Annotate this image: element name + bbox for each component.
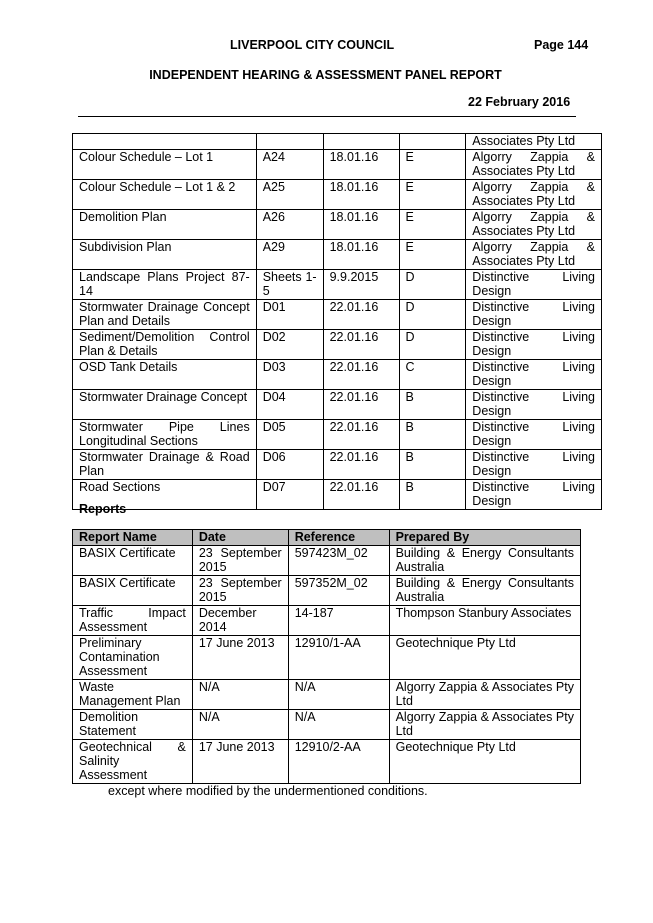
plan-revision-cell: C — [399, 360, 466, 390]
reports-heading: Reports — [79, 502, 127, 516]
plan-date-cell: 22.01.16 — [323, 330, 399, 360]
report-title-row — [0, 68, 653, 82]
table-row — [73, 740, 581, 784]
plan-name-cell: Road Sections — [73, 480, 257, 510]
plan-date-cell: 22.01.16 — [323, 450, 399, 480]
plan-prepared-by-cell: Distinctive Living Design — [466, 450, 602, 480]
plan-date-cell: 9.9.2015 — [323, 270, 399, 300]
table-row — [73, 680, 581, 710]
report-prepared-by-cell: Thompson Stanbury Associates — [389, 606, 580, 636]
table-row — [73, 576, 581, 606]
plan-revision-cell: E — [399, 240, 466, 270]
report-name-cell: Demolition Statement — [73, 710, 193, 740]
report-date-cell: N/A — [192, 710, 288, 740]
report-date-cell: N/A — [192, 680, 288, 710]
table-row — [73, 480, 602, 510]
plan-name-cell: Stormwater Drainage Concept Plan and Details — [73, 300, 257, 330]
plan-ref-cell: A25 — [256, 180, 323, 210]
report-prepared-by-cell: Building & Energy Consultants Australia — [389, 576, 580, 606]
plan-prepared-by-cell: Distinctive Living Design — [466, 270, 602, 300]
report-ref-cell: 12910/2-AA — [288, 740, 389, 784]
table-row — [73, 420, 602, 450]
plan-name-cell: OSD Tank Details — [73, 360, 257, 390]
plan-revision-cell: D — [399, 330, 466, 360]
column-header-prepared-by: Prepared By — [389, 530, 580, 546]
plan-date-cell: 18.01.16 — [323, 240, 399, 270]
plan-ref-cell: D06 — [256, 450, 323, 480]
plan-name-cell: Subdivision Plan — [73, 240, 257, 270]
plan-ref-cell — [256, 134, 323, 150]
report-prepared-by-cell: Algorry Zappia & Associates Pty Ltd — [389, 680, 580, 710]
plan-date-cell: 18.01.16 — [323, 150, 399, 180]
report-date-cell: 23 September 2015 — [192, 576, 288, 606]
report-name-cell: Traffic Impact Assessment — [73, 606, 193, 636]
plan-name-cell: Colour Schedule – Lot 1 — [73, 150, 257, 180]
plan-name-cell: Stormwater Drainage Concept — [73, 390, 257, 420]
table-row — [73, 360, 602, 390]
report-prepared-by-cell: Geotechnique Pty Ltd — [389, 636, 580, 680]
plan-name-cell: Landscape Plans Project 87-14 — [73, 270, 257, 300]
report-ref-cell: N/A — [288, 680, 389, 710]
report-prepared-by-cell: Geotechnique Pty Ltd — [389, 740, 580, 784]
table-row — [73, 606, 581, 636]
plan-date-cell — [323, 134, 399, 150]
plan-prepared-by-cell: Algorry Zappia & Associates Pty Ltd — [466, 180, 602, 210]
plan-name-cell — [73, 134, 257, 150]
plan-date-cell: 18.01.16 — [323, 180, 399, 210]
report-ref-cell: 12910/1-AA — [288, 636, 389, 680]
plan-revision-cell: D — [399, 300, 466, 330]
conditions-note: except where modified by the undermentioned conditions. — [108, 784, 428, 798]
report-date-cell: December 2014 — [192, 606, 288, 636]
table-row — [73, 240, 602, 270]
plan-date-cell: 22.01.16 — [323, 420, 399, 450]
plan-date-cell: 22.01.16 — [323, 480, 399, 510]
plan-prepared-by-cell: Algorry Zappia & Associates Pty Ltd — [466, 240, 602, 270]
plan-prepared-by-cell: Distinctive Living Design — [466, 390, 602, 420]
table-row — [73, 636, 581, 680]
plan-revision-cell: E — [399, 180, 466, 210]
table-row — [73, 450, 602, 480]
table-row — [73, 546, 581, 576]
report-name-cell: Waste Management Plan — [73, 680, 193, 710]
page-header — [0, 38, 653, 56]
plan-revision-cell: E — [399, 150, 466, 180]
plan-prepared-by-cell: Algorry Zappia & Associates Pty Ltd — [466, 210, 602, 240]
report-name-cell: Preliminary Contamination Assessment — [73, 636, 193, 680]
table-row — [73, 150, 602, 180]
column-header-reference: Reference — [288, 530, 389, 546]
report-title: INDEPENDENT HEARING & ASSESSMENT PANEL REPORT — [149, 68, 502, 82]
column-header-date: Date — [192, 530, 288, 546]
plan-ref-cell: D02 — [256, 330, 323, 360]
report-name-cell: Geotechnical & Salinity Assessment — [73, 740, 193, 784]
table-header-row — [73, 530, 581, 546]
header-divider — [78, 116, 576, 117]
table-row — [73, 180, 602, 210]
plan-prepared-by-cell: Distinctive Living Design — [466, 330, 602, 360]
plan-prepared-by-cell: Distinctive Living Design — [466, 480, 602, 510]
reports-table — [72, 529, 581, 784]
report-date: 22 February 2016 — [468, 95, 571, 109]
table-row — [73, 300, 602, 330]
plan-revision-cell: B — [399, 420, 466, 450]
plan-revision-cell: E — [399, 210, 466, 240]
plan-revision-cell: B — [399, 450, 466, 480]
table-row — [73, 710, 581, 740]
report-ref-cell: 597423M_02 — [288, 546, 389, 576]
column-header-report-name: Report Name — [73, 530, 193, 546]
plan-date-cell: 18.01.16 — [323, 210, 399, 240]
plan-prepared-by-cell: Algorry Zappia & Associates Pty Ltd — [466, 150, 602, 180]
plan-name-cell: Demolition Plan — [73, 210, 257, 240]
report-ref-cell: 597352M_02 — [288, 576, 389, 606]
report-name-cell: BASIX Certificate — [73, 576, 193, 606]
plan-ref-cell: D03 — [256, 360, 323, 390]
plan-ref-cell: Sheets 1-5 — [256, 270, 323, 300]
plan-ref-cell: D01 — [256, 300, 323, 330]
plan-ref-cell: A26 — [256, 210, 323, 240]
report-date-cell: 17 June 2013 — [192, 636, 288, 680]
plan-revision-cell — [399, 134, 466, 150]
council-name: LIVERPOOL CITY COUNCIL — [230, 38, 395, 52]
plan-prepared-by-cell: Distinctive Living Design — [466, 360, 602, 390]
report-date-cell: 23 September 2015 — [192, 546, 288, 576]
report-prepared-by-cell: Algorry Zappia & Associates Pty Ltd — [389, 710, 580, 740]
plans-table — [72, 133, 602, 510]
plan-ref-cell: D07 — [256, 480, 323, 510]
plan-ref-cell: A24 — [256, 150, 323, 180]
plan-revision-cell: B — [399, 390, 466, 420]
plan-name-cell: Stormwater Pipe Lines Longitudinal Sections — [73, 420, 257, 450]
report-ref-cell: N/A — [288, 710, 389, 740]
report-date-cell: 17 June 2013 — [192, 740, 288, 784]
plan-name-cell: Stormwater Drainage & Road Plan — [73, 450, 257, 480]
plan-name-cell: Sediment/Demolition Control Plan & Details — [73, 330, 257, 360]
plan-date-cell: 22.01.16 — [323, 300, 399, 330]
table-row — [73, 390, 602, 420]
table-row — [73, 210, 602, 240]
plan-prepared-by-cell: Distinctive Living Design — [466, 300, 602, 330]
report-ref-cell: 14-187 — [288, 606, 389, 636]
plan-ref-cell: D04 — [256, 390, 323, 420]
plan-prepared-by-cell: Distinctive Living Design — [466, 420, 602, 450]
report-prepared-by-cell: Building & Energy Consultants Australia — [389, 546, 580, 576]
plan-name-cell: Colour Schedule – Lot 1 & 2 — [73, 180, 257, 210]
plan-date-cell: 22.01.16 — [323, 360, 399, 390]
table-row — [73, 330, 602, 360]
plan-date-cell: 22.01.16 — [323, 390, 399, 420]
plan-prepared-by-cell: Associates Pty Ltd — [466, 134, 602, 150]
plan-ref-cell: D05 — [256, 420, 323, 450]
plan-ref-cell: A29 — [256, 240, 323, 270]
table-row — [73, 134, 602, 150]
page-number: Page 144 — [534, 38, 589, 52]
plan-revision-cell: B — [399, 480, 466, 510]
table-row — [73, 270, 602, 300]
plan-revision-cell: D — [399, 270, 466, 300]
report-name-cell: BASIX Certificate — [73, 546, 193, 576]
